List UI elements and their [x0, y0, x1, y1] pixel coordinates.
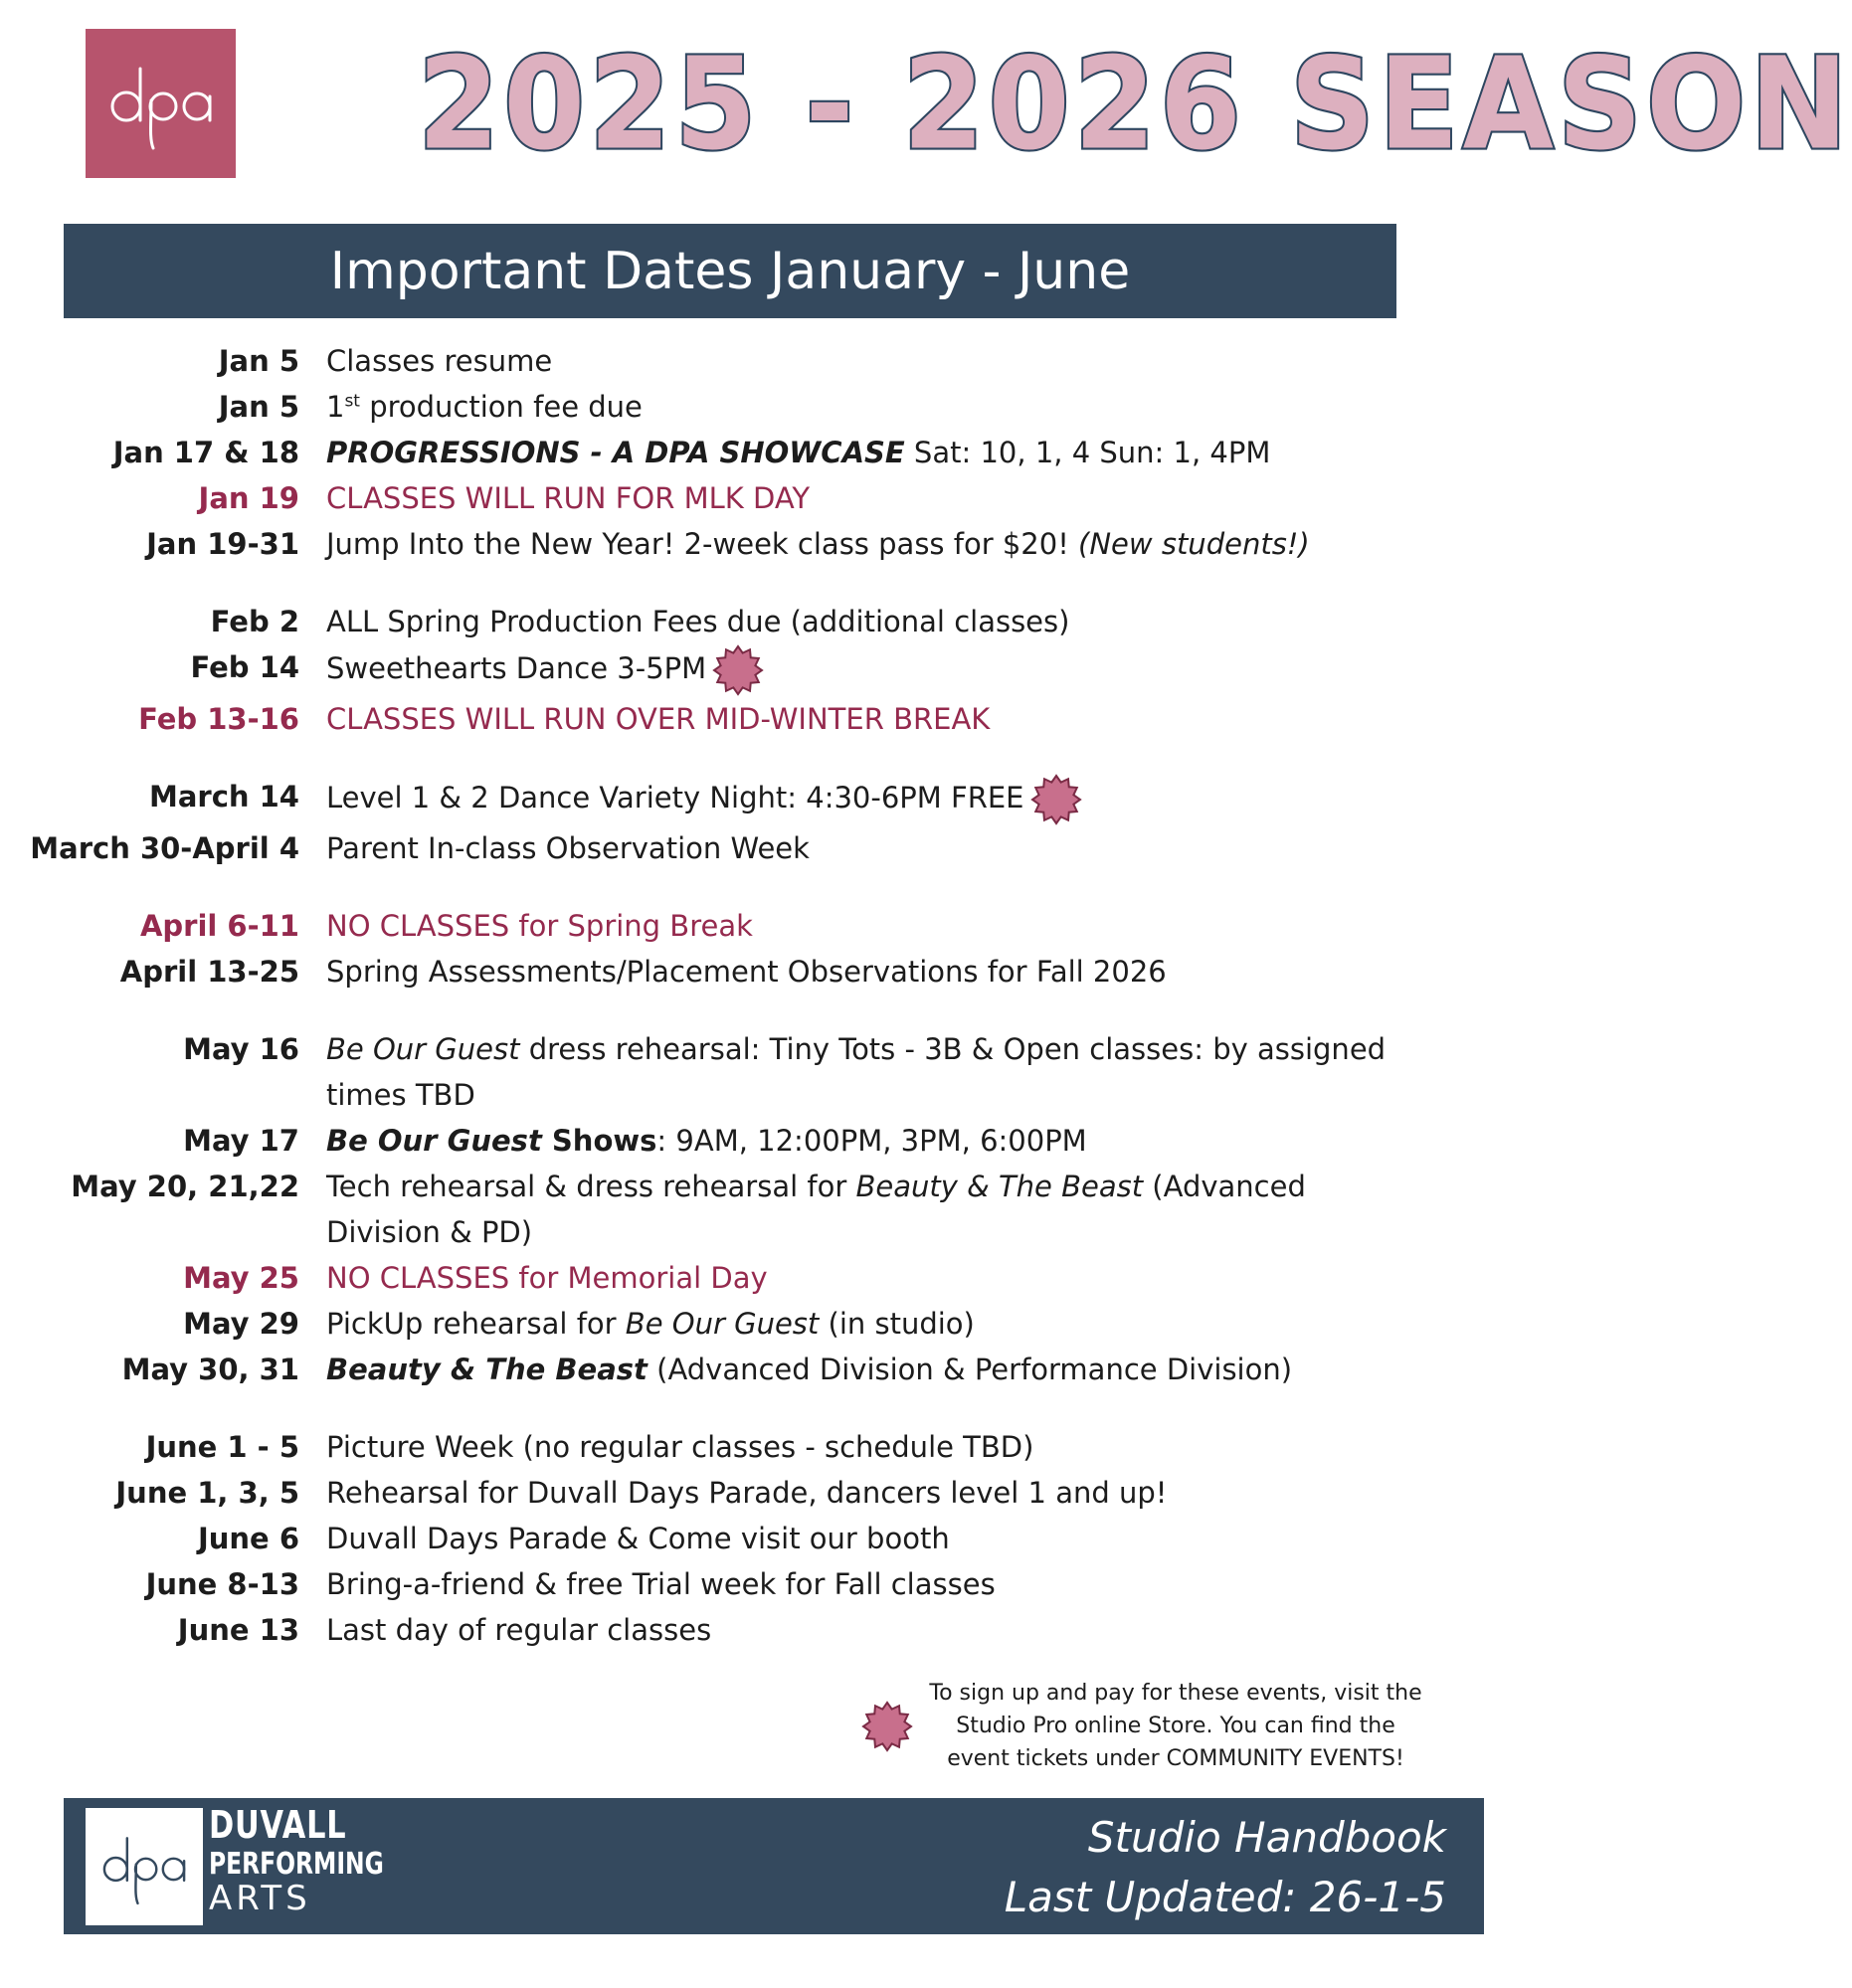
desc-part: Parent In-class Observation Week — [326, 831, 810, 865]
date-row — [0, 903, 1537, 949]
footer-brand — [209, 1803, 433, 1918]
desc-part: Last day of regular classes — [326, 1613, 712, 1647]
date-row — [0, 644, 1537, 696]
event-date: March 30-April 4 — [30, 831, 299, 865]
desc-part: (Advanced Division & Performance Division) — [647, 1353, 1293, 1386]
group-gap — [0, 567, 1537, 599]
desc-part: NO CLASSES for Memorial Day — [326, 1261, 768, 1295]
event-description — [326, 1424, 1400, 1470]
event-description — [326, 430, 1400, 475]
group-gap — [0, 994, 1537, 1026]
dpa-logo-mark-icon — [101, 49, 221, 158]
date-row — [0, 1607, 1537, 1653]
desc-part: Duvall Days Parade & Come visit our booth — [326, 1522, 950, 1555]
season-title: 2025 - 2026 SEASON — [418, 29, 1852, 178]
desc-part: Bring-a-friend & free Trial week for Fall classes — [326, 1567, 996, 1601]
desc-part: production fee due — [359, 390, 643, 424]
banner-title: Important Dates January - June — [329, 241, 1131, 301]
event-date: May 17 — [183, 1124, 299, 1158]
event-description — [326, 644, 1400, 696]
date-row — [0, 1561, 1537, 1607]
date-row — [0, 1255, 1537, 1301]
desc-part: (Advanced Division & PD) — [326, 1170, 1306, 1249]
date-row — [0, 384, 1537, 430]
event-description — [326, 1164, 1400, 1255]
note-text: To sign up and pay for these events, visit the Studio Pro online Store. You can find the event tickets under COMMUNITY EVENTS! — [929, 1681, 1422, 1771]
event-description — [326, 1255, 1400, 1301]
desc-part: CLASSES WILL RUN FOR MLK DAY — [326, 481, 811, 515]
desc-part: Beauty & The Beast — [855, 1170, 1144, 1203]
date-row — [0, 599, 1537, 644]
event-date: May 16 — [183, 1032, 299, 1066]
event-date: June 1 - 5 — [145, 1430, 299, 1464]
group-gap — [0, 742, 1537, 774]
event-date: Jan 19 — [198, 481, 299, 515]
brand-line-3: ARTS — [209, 1879, 311, 1918]
footer-meta — [1005, 1808, 1446, 1927]
date-row — [0, 521, 1537, 567]
desc-part: Rehearsal for Duvall Days Parade, dancers level 1 and up! — [326, 1476, 1168, 1510]
flower-badge-icon — [1030, 774, 1082, 825]
date-row — [0, 1164, 1537, 1255]
desc-part: Spring Assessments/Placement Observations for Fall 2026 — [326, 955, 1167, 989]
important-dates-list — [0, 338, 1537, 1653]
event-description — [326, 521, 1400, 567]
date-row — [0, 338, 1537, 384]
event-date: Feb 14 — [190, 650, 299, 684]
last-updated: Last Updated: 26-1-5 — [1004, 1873, 1446, 1921]
section-banner — [64, 224, 1396, 318]
event-date: May 30, 31 — [121, 1353, 299, 1386]
date-row — [0, 1118, 1537, 1164]
date-row — [0, 1470, 1537, 1516]
desc-part: Be Our Guest — [625, 1307, 820, 1341]
event-date: Feb 13-16 — [138, 702, 299, 736]
event-description — [326, 903, 1400, 949]
event-description — [326, 384, 1400, 430]
date-row — [0, 696, 1537, 742]
event-date: Jan 17 & 18 — [112, 436, 299, 469]
desc-part: Level 1 & 2 Dance Variety Night: 4:30-6PM FREE — [326, 781, 1024, 814]
footer — [64, 1798, 1484, 1934]
signup-note — [855, 1677, 1422, 1775]
desc-part: NO CLASSES for Spring Break — [326, 909, 753, 943]
event-description — [326, 774, 1400, 825]
desc-part: Classes resume — [326, 344, 553, 378]
desc-part: Tech rehearsal & dress rehearsal for — [326, 1170, 856, 1203]
date-row — [0, 1347, 1537, 1392]
event-description — [326, 1607, 1400, 1653]
desc-part: (New students!) — [1078, 527, 1310, 561]
date-row — [0, 475, 1537, 521]
dpa-logo-mark-icon — [94, 1822, 194, 1911]
event-description — [326, 1516, 1400, 1561]
desc-part: Be Our Guest — [326, 1124, 542, 1158]
event-description — [326, 1118, 1400, 1164]
desc-part: Sat: 10, 1, 4 Sun: 1, 4PM — [904, 436, 1271, 469]
handbook-label: Studio Handbook — [1087, 1813, 1446, 1862]
event-description — [326, 1561, 1400, 1607]
event-description — [326, 1026, 1400, 1118]
event-date: Feb 2 — [210, 605, 299, 638]
event-date: June 1, 3, 5 — [115, 1476, 299, 1510]
desc-part: Be Our Guest — [326, 1032, 520, 1066]
event-date: Jan 5 — [218, 390, 299, 424]
desc-part: 1 — [326, 390, 345, 424]
event-description — [326, 696, 1400, 742]
dpa-logo — [86, 29, 236, 178]
desc-part: Jump Into the New Year! 2-week class pass for $20! — [326, 527, 1079, 561]
event-description — [326, 949, 1400, 994]
desc-part: (in studio) — [819, 1307, 975, 1341]
event-date: June 8-13 — [145, 1567, 299, 1601]
event-date: April 13-25 — [119, 955, 299, 989]
event-date: May 20, 21,22 — [71, 1170, 299, 1203]
group-gap — [0, 1392, 1537, 1424]
desc-part: Beauty & The Beast — [326, 1353, 648, 1386]
event-description — [326, 1470, 1400, 1516]
brand-line-2: PERFORMING — [209, 1847, 384, 1882]
event-description — [326, 1347, 1400, 1392]
group-gap — [0, 871, 1537, 903]
date-row — [0, 774, 1537, 825]
date-row — [0, 1424, 1537, 1470]
event-date: May 25 — [183, 1261, 299, 1295]
desc-part: : 9AM, 12:00PM, 3PM, 6:00PM — [656, 1124, 1087, 1158]
event-description — [326, 1301, 1400, 1347]
flower-badge-icon — [861, 1701, 913, 1752]
flower-badge-icon — [712, 644, 764, 696]
event-description — [326, 475, 1400, 521]
desc-part: dress rehearsal: Tiny Tots - 3B & Open classes: by assigned times TBD — [326, 1032, 1387, 1112]
event-date: March 14 — [148, 780, 299, 813]
date-row — [0, 1301, 1537, 1347]
desc-part: PickUp rehearsal for — [326, 1307, 626, 1341]
date-row — [0, 430, 1537, 475]
desc-part: PROGRESSIONS - A DPA SHOWCASE — [326, 436, 905, 469]
event-date: June 13 — [177, 1613, 299, 1647]
event-description — [326, 825, 1400, 871]
date-row — [0, 949, 1537, 994]
event-date: Jan 5 — [218, 344, 299, 378]
event-description — [326, 338, 1400, 384]
brand-line-1: DUVALL — [209, 1803, 347, 1847]
desc-part: Sweethearts Dance 3-5PM — [326, 651, 707, 685]
desc-part: ALL Spring Production Fees due (additional classes) — [326, 605, 1070, 638]
event-date: May 29 — [183, 1307, 299, 1341]
desc-part: Shows — [541, 1124, 657, 1158]
footer-logo — [86, 1808, 203, 1925]
date-row — [0, 1026, 1537, 1118]
event-description — [326, 599, 1400, 644]
desc-part: st — [344, 391, 360, 412]
event-date: Jan 19-31 — [146, 527, 299, 561]
event-date: April 6-11 — [139, 909, 299, 943]
desc-part: CLASSES WILL RUN OVER MID-WINTER BREAK — [326, 702, 991, 736]
event-date: June 6 — [197, 1522, 299, 1555]
date-row — [0, 1516, 1537, 1561]
date-row — [0, 825, 1537, 871]
desc-part: Picture Week (no regular classes - schedule TBD) — [326, 1430, 1034, 1464]
